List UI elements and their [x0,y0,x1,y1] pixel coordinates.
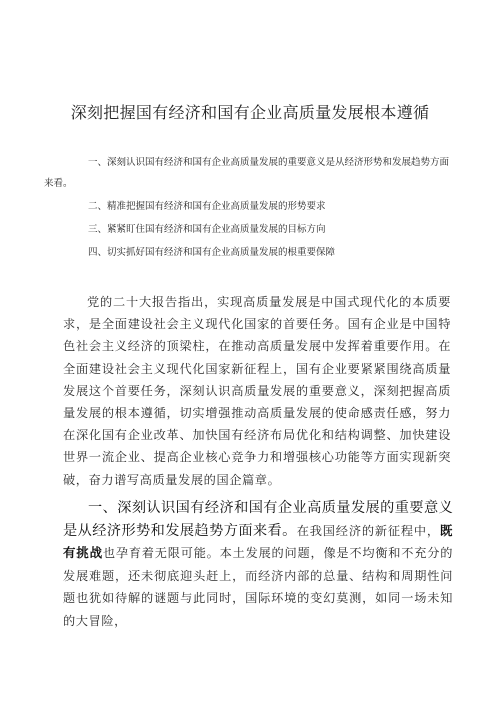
intro-paragraph: 党的二十大报告指出，实现高质量发展是中国式现代化的本质要求，是全面建设社会主义现代化国家的首要任务。国有企业是中国特色社会主义经济的顶梁柱，在推动高质量发展中发挥着重要作用。在全面建设社会主义现代化国家新征程上，国有企业要紧紧围绕高质量发展这个首要任务，深刻认识高质量发展的重要意义，深刻把握高质量发展的根本遵循，切实增强推动高质量发展的使命感责任感，努力在深化国有企业改革、加快国有经济布局优化和结构调整、加快建设世界一流企业、提高企业核心竞争力和增强核心功能等方面实现新突破，奋力谱写高质量发展的国企篇章。 [63,295,451,487]
toc-item-3: 三、紧紧盯住国有经济和国有企业高质量发展的目标方向 [88,224,326,235]
toc-item-2: 二、精准把握国有经济和国有企业高质量发展的形势要求 [88,201,326,212]
section-1 [63,497,453,632]
toc-item-4: 四、切实抓好国有经济和国有企业高质量发展的根重要保障 [88,247,336,258]
document-title: 深刻把握国有经济和国有企业高质量发展根本遵循 [70,103,430,122]
section-1-text: 也孕育着无限可能。本土发展的问题，像是不均衡和不充分的发展难题，还未彻底迎头赶上，而经济内部的总量、结构和周期性问题也犹如待解的谜题与此同时，国际环境的变幻莫测，如同一场未知的大冒险， [63,546,453,628]
section-1-emphasis: 既有挑战 [63,522,454,560]
section-1-lead: 在我国经济的新征程中， [296,523,440,538]
toc-item-1: 一、深刻认识国有经济和国有企业高质量发展的重要意义是从经济形势和发展趋势方面来看。 [44,157,450,189]
section-1-heading: 一、深刻认识国有经济和国有企业高质量发展的重要意义是从经济形势和发展趋势方面来看。 [63,500,453,539]
